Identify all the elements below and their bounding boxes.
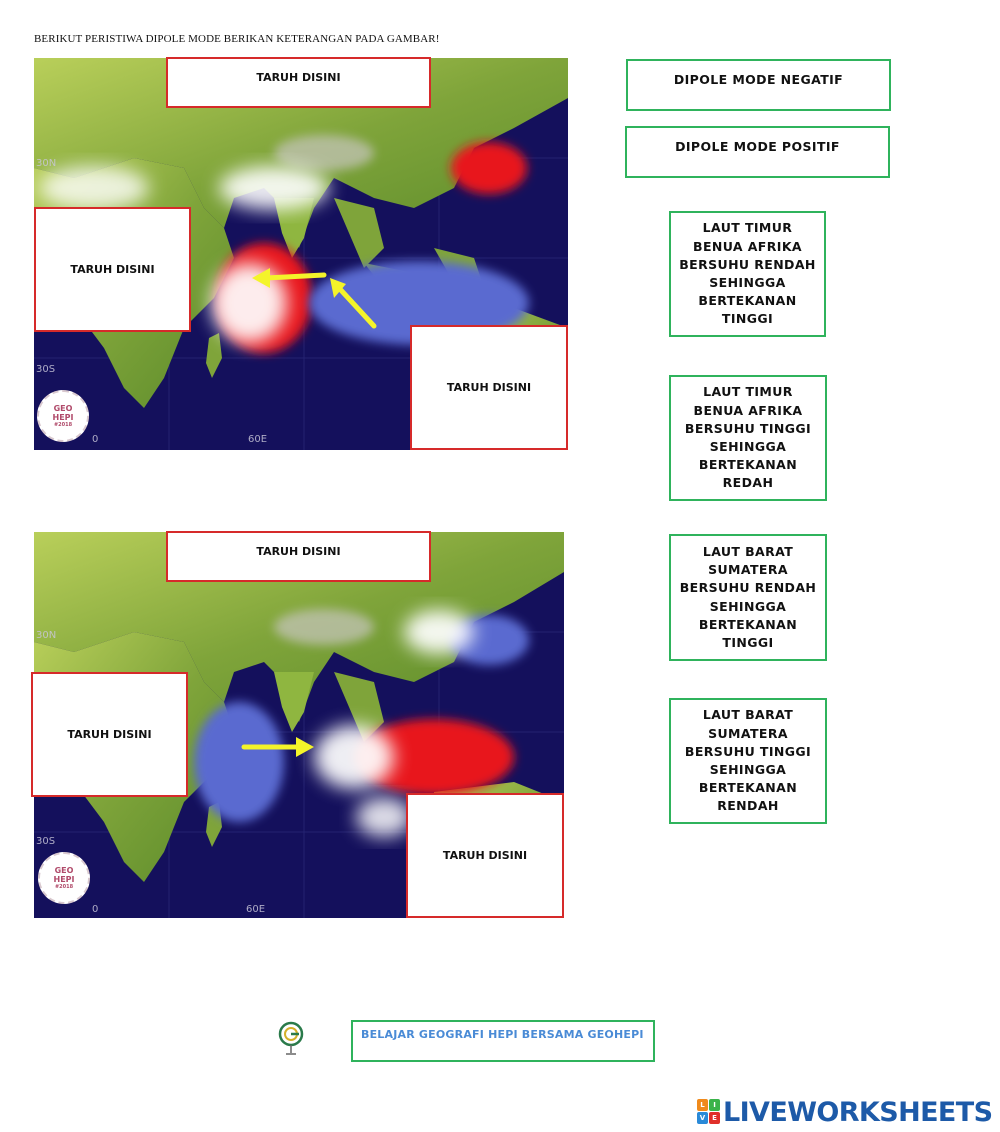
stamp-year: #2018	[53, 422, 73, 428]
card-line: BERTEKANAN	[698, 780, 798, 796]
card-line: LAUT BARAT	[702, 707, 794, 723]
drop-zone-map1-left[interactable]: TARUH DISINI	[34, 207, 191, 332]
stamp-line2: HEPI	[52, 413, 74, 422]
card-line: SUMATERA	[708, 562, 788, 578]
logo-letter: E	[709, 1112, 720, 1124]
card-line: BERSUHU RENDAH	[679, 256, 816, 272]
card-laut-barat-suhu-tinggi[interactable]	[669, 698, 827, 824]
logo-letter: V	[697, 1112, 708, 1124]
card-line: RENDAH	[717, 798, 779, 814]
label-30n: 30N	[36, 158, 57, 169]
logo-letter: L	[697, 1099, 708, 1111]
card-line: REDAH	[722, 475, 774, 491]
card-dipole-mode-negatif[interactable]: DIPOLE MODE NEGATIF	[626, 59, 891, 111]
label-30n: 30N	[36, 630, 57, 641]
card-laut-barat-suhu-rendah[interactable]	[669, 534, 827, 661]
card-line: BERTEKANAN	[698, 457, 798, 473]
card-line: BERSUHU TINGGI	[684, 420, 812, 436]
card-line: SEHINGGA	[709, 762, 787, 777]
card-line: BENUA AFRIKA	[693, 238, 802, 254]
card-line: BERTEKANAN	[698, 293, 797, 309]
globe-logo-icon	[277, 1020, 305, 1058]
stamp-year: #2018	[54, 884, 74, 890]
card-laut-timur-suhu-tinggi[interactable]	[669, 375, 827, 501]
card-dipole-mode-positif[interactable]: DIPOLE MODE POSITIF	[625, 126, 890, 178]
label-0: 0	[92, 434, 99, 445]
card-line: BERSUHU RENDAH	[679, 580, 817, 596]
label-30s: 30S	[36, 364, 56, 375]
liveworksheets-brand[interactable]	[697, 1094, 992, 1130]
card-line: SEHINGGA	[709, 598, 787, 614]
liveworksheets-wordmark: LIVEWORKSHEETS	[723, 1096, 993, 1128]
card-line: SUMATERA	[708, 725, 788, 741]
label-30s: 30S	[36, 836, 56, 847]
label-60e: 60E	[246, 904, 266, 915]
card-line: LAUT TIMUR	[702, 220, 793, 236]
drop-zone-map2-top[interactable]: TARUH DISINI	[166, 531, 431, 582]
card-line: TINGGI	[721, 311, 774, 327]
liveworksheets-logo-icon	[697, 1099, 721, 1125]
drop-zone-map2-right[interactable]: TARUH DISINI	[406, 793, 564, 918]
drop-zone-map1-right[interactable]: TARUH DISINI	[410, 325, 568, 450]
geohepi-stamp	[37, 390, 89, 442]
card-line: LAUT TIMUR	[703, 384, 793, 400]
drop-zone-map1-top[interactable]: TARUH DISINI	[166, 57, 431, 108]
card-laut-timur-suhu-rendah[interactable]	[669, 211, 826, 337]
stamp-line1: GEO	[53, 404, 73, 413]
card-line: BENUA AFRIKA	[693, 402, 803, 418]
card-line: BERTEKANAN	[698, 616, 798, 632]
label-60e: 60E	[248, 434, 268, 445]
label-0: 0	[92, 904, 99, 915]
logo-letter: I	[709, 1099, 720, 1111]
geohepi-stamp	[38, 852, 90, 904]
card-line: SEHINGGA	[709, 275, 786, 290]
instruction-text: BERIKUT PERISTIWA DIPOLE MODE BERIKAN KETERANGAN PADA GAMBAR!	[34, 33, 440, 45]
stamp-line1: GEO	[54, 866, 74, 875]
drop-zone-map2-left[interactable]: TARUH DISINI	[31, 672, 188, 797]
footer-geohepi-text: BELAJAR GEOGRAFI HEPI BERSAMA GEOHEPI	[351, 1020, 655, 1062]
card-line: SEHINGGA	[709, 439, 787, 454]
stamp-line2: HEPI	[53, 875, 75, 884]
card-line: TINGGI	[722, 634, 774, 650]
card-line: LAUT BARAT	[702, 543, 794, 559]
card-line: BERSUHU TINGGI	[684, 743, 812, 759]
